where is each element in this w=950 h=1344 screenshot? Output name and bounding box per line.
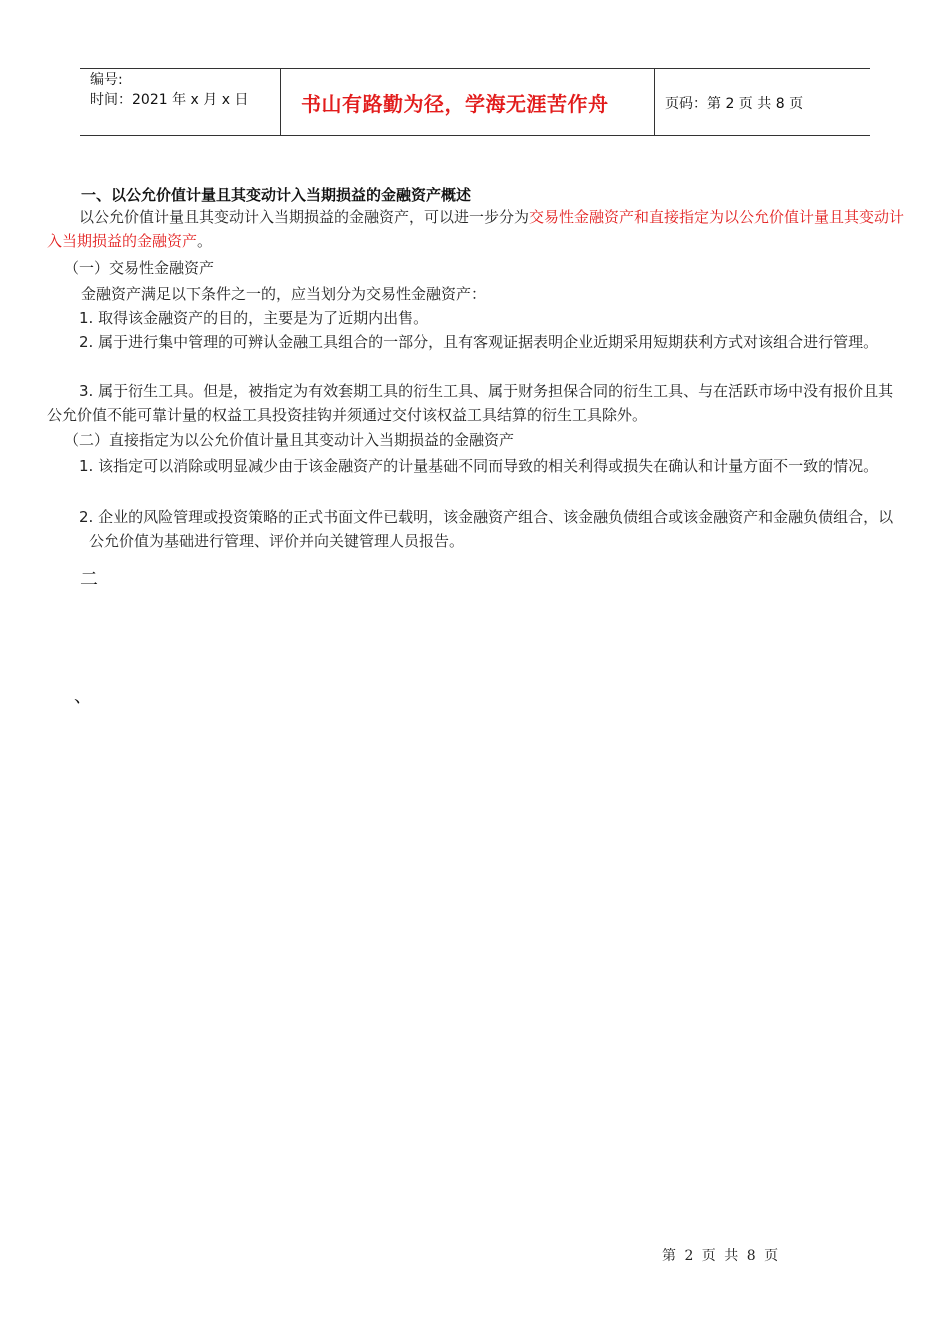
subsection-1-item-1: 1. 取得该金融资产的目的，主要是为了近期内出售。	[79, 309, 429, 327]
document-number-label: 编号:	[90, 72, 123, 88]
subsection-1-item-3: 3. 属于衍生工具。但是，被指定为有效套期工具的衍生工具、属于财务担保合同的衍生工具、与在活跃市场中没有报价且其公允价值不能可靠计量的权益工具投资挂钩并须通过交付该权益工具结算的衍生工具除外。	[47, 382, 894, 424]
document-date: 时间：2021 年 x 月 x 日	[90, 92, 249, 108]
page-footer: 第 2 页 共 8 页	[662, 1248, 779, 1264]
subsection-2-item-1: 1. 该指定可以消除或明显减少由于该金融资产的计量基础不同而导致的相关利得或损失在确认和计量方面不一致的情况。	[79, 457, 879, 475]
subsection-1-lead: 金融资产满足以下条件之一的，应当划分为交易性金融资产：	[81, 285, 487, 303]
header-right-cell	[655, 69, 870, 135]
intro-paragraph	[47, 205, 905, 253]
header-motto: 书山有路勤为径，学海无涯苦作舟	[301, 92, 609, 116]
subsection-1-item-2: 2. 属于进行集中管理的可辨认金融工具组合的一部分，且有客观证据表明企业近期采用短期获利方式对该组合进行管理。	[79, 333, 879, 351]
header-page-info: 页码：第 2 页 共 8 页	[665, 96, 804, 112]
intro-text: 以公允价值计量且其变动计入当期损益的金融资产，可以进一步分为	[79, 208, 530, 226]
header-left-cell	[80, 69, 281, 135]
subsection-2-item-2: 2. 企业的风险管理或投资策略的正式书面文件已载明，该金融资产组合、该金融负债组合或该金融资产和金融负债组合，以公允价值为基础进行管理、评价并向关键管理人员报告。	[79, 508, 894, 550]
document-header	[80, 68, 870, 136]
subsection-1-title: （一）交易性金融资产	[64, 259, 215, 277]
section-title: 一、以公允价值计量且其变动计入当期损益的金融资产概述	[81, 186, 472, 204]
header-middle-cell	[281, 69, 655, 135]
intro-end: 。	[197, 232, 213, 250]
intro-highlight: 交易性金融资产和直接指定为以公允价值计量且其变动计入当期损益的金融资产	[47, 208, 905, 250]
enumeration-comma-marker: 、	[74, 686, 92, 707]
subsection-2-title: （二）直接指定为以公允价值计量且其变动计入当期损益的金融资产	[64, 431, 515, 449]
section-two-marker: 二	[80, 569, 98, 590]
